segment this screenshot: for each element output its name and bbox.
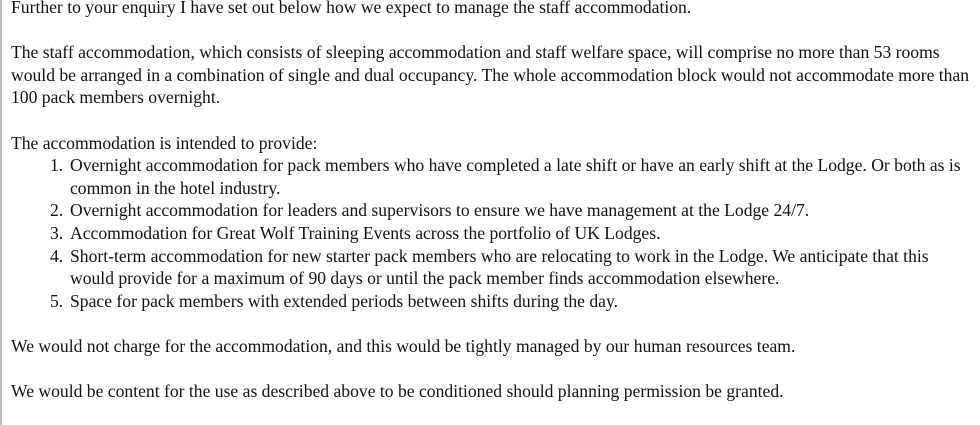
list-item (11, 154, 976, 199)
list-item-text: Accommodation for Great Wolf Training Events across the portfolio of UK Lodges. (70, 222, 661, 243)
list-item-text: Space for pack members with extended periods between shifts during the day. (70, 290, 619, 311)
list-item-number: 2. (50, 200, 64, 221)
list-item-number: 3. (50, 222, 64, 243)
list-item-text: Short-term accommodation for new starter pack members who are relocating to work in the Lodge. We anticipate that this would provide for a maximum of 90 days or until the pack member finds accommodation elsewhere. (70, 245, 929, 289)
intro-paragraph: Further to your enquiry I have set out below how we expect to manage the staff accommodation. (11, 0, 692, 17)
list-item-text: Overnight accommodation for leaders and supervisors to ensure we have management at the Lodge 24/7. (70, 200, 810, 221)
list-item-number: 5. (50, 290, 64, 311)
list-item-number: 1. (50, 155, 64, 176)
list-lead-paragraph: The accommodation is intended to provide: (11, 132, 318, 153)
letter-body (11, 0, 976, 425)
list-item-text: Overnight accommodation for pack members who have completed a late shift or have an early shift at the Lodge. Or both as is common in the hotel industry. (70, 155, 961, 198)
list-item-number: 4. (50, 245, 64, 266)
accommodation-description-paragraph: The staff accommodation, which consists of sleeping accommodation and staff welfare space, will comprise no more than 53 rooms would be arranged in a combination of single and dual occupancy. The whole accommodation block would not accommodate more than 100 pack members overnight. (11, 42, 970, 108)
list-item (11, 222, 976, 245)
list-item (11, 245, 976, 290)
planning-condition-paragraph: We would be content for the use as described above to be conditioned should planning permission be granted. (11, 381, 784, 402)
charging-paragraph: We would not charge for the accommodation, and this would be tightly managed by our human resources team. (11, 335, 796, 356)
list-item (11, 290, 976, 313)
left-border-line (0, 0, 2, 425)
list-item (11, 199, 976, 222)
purpose-list (11, 154, 976, 312)
